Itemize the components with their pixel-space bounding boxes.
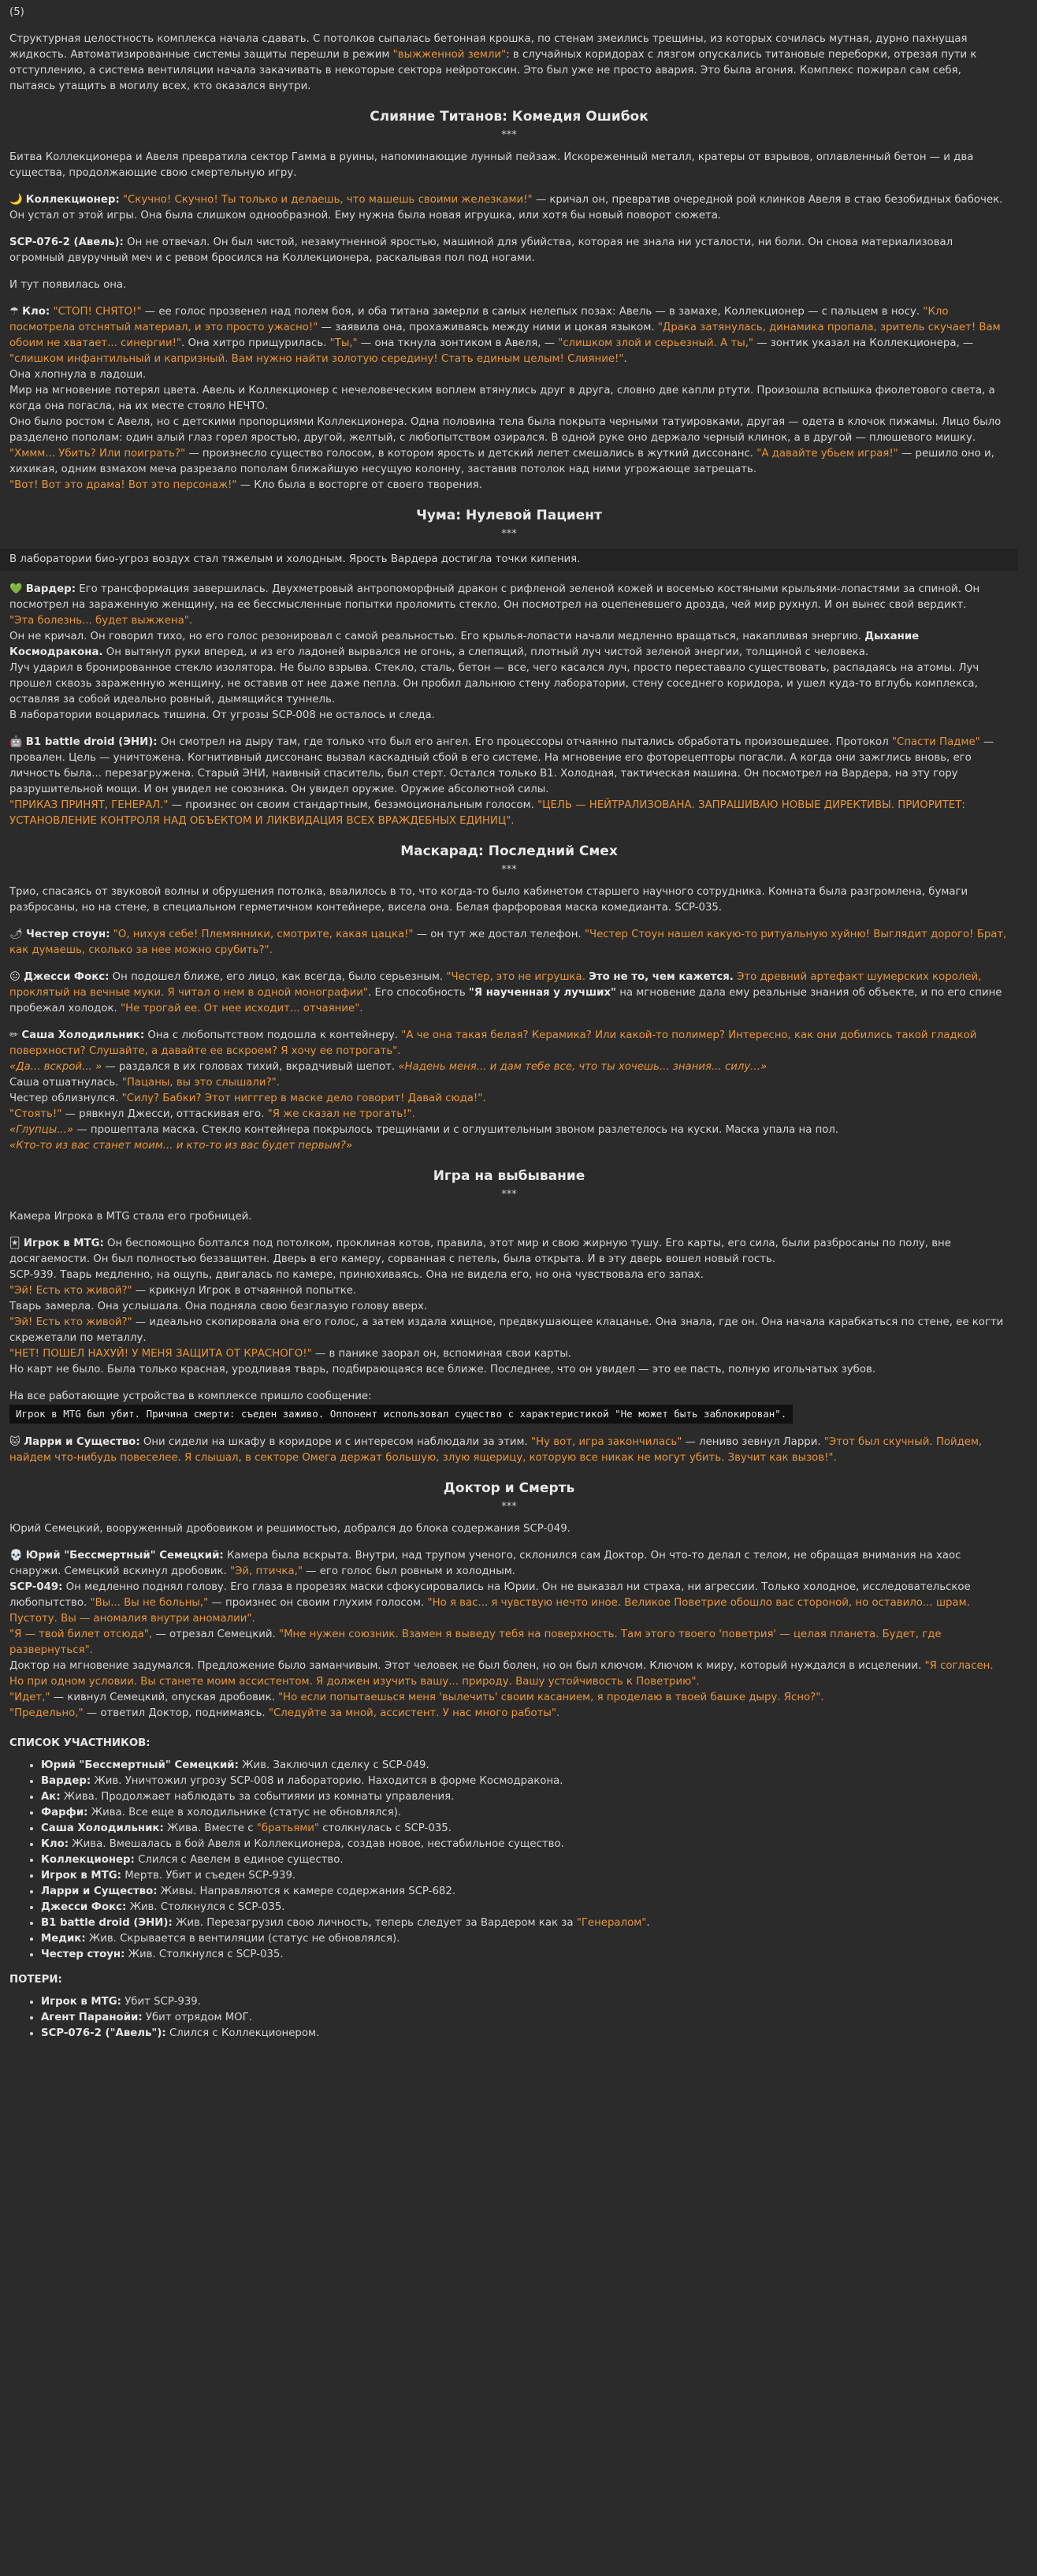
text-run: SCP-076-2 (Авель): bbox=[9, 236, 124, 248]
text-run: Камера была вскрыта. Внутри, над трупом ученого, склонился сам Доктор. Он что-то делал с телом, не обращая внимания на хаос снаружи. Семецкий вскинул дробовик. bbox=[9, 1550, 961, 1577]
story-paragraph bbox=[9, 415, 1009, 446]
story-paragraph bbox=[9, 150, 1009, 181]
text-run: — его голос был ровным и холодным. bbox=[302, 1565, 515, 1577]
text-run: — ее голос прозвенел над полем боя, и оба титана замерли в самых нелепых позах: Авель — в замахе, Коллекционер — с пальцем в носу. bbox=[141, 306, 924, 318]
text-run: "слишком злой и серьезный. А ты," bbox=[558, 337, 754, 349]
participant-item bbox=[41, 1774, 1009, 1789]
text-run: Трио, спасаясь от звуковой волны и обрушения потолка, ввалилось в то, что когда-то было кабинетом старшего научного сотрудника. Комната была разгромлена, бумаги разбросаны, но на стене, в специальном герметичном контейнере, висела она. Белая фарфоровая маска комедианта. SCP-035. bbox=[9, 886, 968, 914]
text-run: Джесси Фокс: bbox=[24, 971, 110, 983]
text-run: Слился с Авелем в единое существо. bbox=[134, 1854, 344, 1866]
text-run: Честер стоун: bbox=[26, 929, 110, 940]
text-run: Коллекционер: bbox=[41, 1854, 135, 1866]
text-run: Фарфи: bbox=[41, 1807, 88, 1818]
story-paragraph bbox=[9, 1138, 1009, 1154]
text-run: . Его способность bbox=[367, 987, 469, 999]
section-title: Маскарад: Последний Смех bbox=[400, 843, 618, 859]
text-run: — кивнул Семецкий, опуская дробовик. bbox=[50, 1692, 279, 1703]
text-run: "выжженной земли" bbox=[392, 49, 507, 61]
text-run: "Вы... Вы не больны," bbox=[90, 1597, 209, 1609]
story-paragraph bbox=[9, 1435, 1009, 1466]
text-run: И тут появилась она. bbox=[9, 279, 127, 291]
text-run: Он медленно поднял голову. Его глаза в прорезях маски сфокусировались на Юрии. Он не выказал ни страха, ни агрессии. Только холодное, исследовательское любопытство. bbox=[9, 1581, 971, 1609]
text-run: Она хлопнула в ладоши. bbox=[9, 369, 147, 381]
text-run: — в панике заорал он, вспоминая свои карты. bbox=[311, 1348, 572, 1360]
story-paragraph bbox=[9, 1059, 1009, 1075]
story-paragraph bbox=[9, 1268, 1009, 1283]
participant-item bbox=[41, 1884, 1009, 1900]
section-divider: *** bbox=[501, 1501, 517, 1513]
text-run: "Предельно," bbox=[9, 1707, 84, 1719]
section-title: Чума: Нулевой Пациент bbox=[416, 508, 602, 523]
text-run: — кричал он, превратив очередной рой клинков Авеля в стаю безобидных бабочек. Он устал от этой игры. Она была слишком однообразной. Ему нужна была новая игрушка, или хотя бы новый поворот сюжета. bbox=[9, 194, 1003, 221]
story-paragraph bbox=[9, 1028, 1009, 1059]
text-run: Жива. Продолжает наблюдать за событиями из комнаты управления. bbox=[60, 1791, 455, 1803]
section-title: Игра на выбывание bbox=[433, 1168, 585, 1184]
participants-items bbox=[9, 1758, 1009, 1963]
text-run: "Эй! Есть кто живой?" bbox=[9, 1316, 132, 1328]
text-run: B1 battle droid (ЭНИ): bbox=[41, 1917, 173, 1929]
text-run: — лениво зевнул Ларри. bbox=[682, 1436, 824, 1448]
text-run: — рявкнул Джесси, оттаскивая его. bbox=[61, 1108, 268, 1120]
story-paragraph bbox=[9, 304, 1009, 367]
text-run: Он подошел ближе, его лицо, как всегда, было серьезным. bbox=[109, 971, 447, 983]
story-paragraph bbox=[9, 1209, 1009, 1225]
losses-list bbox=[9, 1972, 1009, 2042]
participant-item bbox=[41, 1789, 1009, 1805]
text-run: столкнулась с SCP-035. bbox=[319, 1822, 452, 1834]
text-run: . Она хитро прищурилась. bbox=[181, 337, 330, 349]
story-section bbox=[9, 1479, 1009, 1722]
text-run: "Честер Стоун нашел какую-то ритуальную хуйню! Выглядит дорого! Брат, как думаешь, сколько за нее можно срубить?". bbox=[9, 929, 1007, 956]
text-run: Кло: bbox=[22, 306, 50, 318]
text-run: Ларри и Существо: bbox=[24, 1436, 140, 1448]
text-run: Доктор на мгновение задумался. Предложение было заманчивым. Этот человек не был болен, но он был ключом. Ключом к миру, который нуждался в исцелении. bbox=[9, 1660, 925, 1672]
text-run: — крикнул Игрок в отчаянной попытке. bbox=[132, 1285, 357, 1297]
story-paragraph bbox=[9, 478, 1009, 493]
text-run: Игрок в MTG: bbox=[23, 1238, 104, 1249]
text-run: "Кло посмотрела отснятый материал, и это просто ужасно!" bbox=[9, 306, 949, 333]
text-run: Семецкий: bbox=[155, 1550, 224, 1562]
text-run: Игрок в MTG был убит. Причина смерти: съеден заживо. Оппонент использовал существо с характеристикой "Не может быть заблокирован". bbox=[16, 1408, 787, 1420]
intro-paragraph bbox=[9, 32, 1009, 95]
text-run: Жив. Уничтожил угрозу SCP-008 и лабораторию. Находится в форме Космодракона. bbox=[91, 1775, 563, 1787]
story-paragraph bbox=[9, 735, 1009, 798]
story-paragraph bbox=[9, 927, 1009, 959]
text-run: "Драка затянулась, динамика пропала, зритель скучает! Вам обоим не хватает... синергии!" bbox=[9, 322, 1001, 349]
text-run: Коллекционер: bbox=[25, 194, 120, 206]
text-run: Это древний артефакт шумерских королей, проклятый на вечные муки. Я читал о нем в одной монографии" bbox=[9, 971, 982, 999]
text-run: "Эй, птичка," bbox=[229, 1565, 303, 1577]
text-run: Битва Коллекционера и Авеля превратила сектор Гамма в руины, напоминающие лунный пейзаж. Искореженный металл, кратеры от взрывов, оплавленный бетон — и два существа, продолжающие свою смертельную игру. bbox=[9, 151, 974, 179]
text-run: "А давайте убьем играя!" bbox=[756, 448, 898, 460]
text-run: Они сидели на шкафу в коридоре и с интересом наблюдали за этим. bbox=[139, 1436, 532, 1448]
text-run: Честер облизнулся. bbox=[9, 1093, 122, 1104]
story-paragraph bbox=[0, 549, 1018, 571]
story-paragraph bbox=[9, 1315, 1009, 1346]
text-run: "Стоять!" bbox=[9, 1108, 62, 1120]
loss-item bbox=[41, 2026, 1009, 2042]
text-run: B1 battle droid (ЭНИ): bbox=[25, 736, 158, 748]
text-run: "Не трогай ее. От нее исходит... отчаяние". bbox=[120, 1003, 363, 1014]
story-section bbox=[9, 842, 1009, 1154]
participant-item bbox=[41, 1868, 1009, 1884]
text-run: . bbox=[623, 353, 627, 365]
story-paragraph bbox=[9, 367, 1009, 383]
participant-item bbox=[41, 1805, 1009, 1821]
text-run: "Но если попытаешься меня 'вылечить' своим касанием, я проделаю в твоей башке дыру. Ясно?". bbox=[278, 1692, 824, 1703]
text-run: Вардер: bbox=[25, 583, 76, 595]
text-run: Мертв. Убит и съеден SCP-939. bbox=[121, 1870, 296, 1882]
text-run: Юрий bbox=[41, 1759, 80, 1771]
text-run: Юрий Семецкий, вооруженный дробовиком и решимостью, добрался до блока содержания SCP-049. bbox=[9, 1523, 571, 1535]
text-run: 😐 bbox=[9, 971, 24, 983]
story-paragraph bbox=[9, 1346, 1009, 1362]
text-run: Жива. Все еще в холодильнике (статус не обновлялся). bbox=[87, 1807, 402, 1818]
text-run: 🤖 bbox=[9, 736, 26, 748]
story-paragraph bbox=[9, 1627, 1009, 1658]
text-run: "А че она такая белая? Керамика? Или какой-то полимер? Интересно, как они добились такой гладкой поверхности? Слушайте, а давайте ее вскроем? Я хочу ее потрогать". bbox=[9, 1029, 977, 1057]
text-run: Жива. Вместе с bbox=[163, 1822, 257, 1834]
story-sections bbox=[9, 107, 1009, 1722]
text-run: Живы. Направляются к камере содержания SCP-682. bbox=[157, 1885, 456, 1897]
text-run: Юрий bbox=[25, 1550, 65, 1562]
text-run: — заявила она, прохаживаясь между ними и цокая языком. bbox=[318, 322, 658, 333]
text-run: — прошептала маска. Стекло контейнера покрылось трещинами и с оглушительным звоном разлетелось на куски. Маска упала на пол. bbox=[73, 1124, 839, 1136]
participants-list bbox=[9, 1736, 1009, 1963]
text-run: Саша Холодильник: bbox=[21, 1029, 145, 1041]
text-run: на мгновение дала ему реальные знания об объекте, и по его спине пробежал холодок. bbox=[9, 987, 1002, 1014]
text-run: "братьями" bbox=[256, 1822, 320, 1834]
text-run: Убит отрядом МОГ. bbox=[142, 2012, 252, 2023]
text-run: Агент Паранойи: bbox=[41, 2012, 143, 2023]
text-run: "Генералом" bbox=[576, 1917, 647, 1929]
text-run: 💀 bbox=[9, 1550, 26, 1562]
text-run: В лаборатории био-угроз воздух стал тяжелым и холодным. Ярость Вардера достигла точки кипения. bbox=[9, 553, 581, 565]
text-run: Саша Холодильник: bbox=[41, 1822, 164, 1834]
text-run: "Бессмертный" bbox=[64, 1550, 156, 1562]
text-run: — идеально скопировала она его голос, а затем издала хищное, предвкушающее клацанье. Она знала, где он. Она начала карабкаться по стене, ее когти скрежетали по металлу. bbox=[9, 1316, 1004, 1344]
story-paragraph bbox=[9, 1236, 1009, 1268]
story-paragraph bbox=[9, 192, 1009, 224]
text-run: В лаборатории воцарилась тишина. От угрозы SCP-008 не осталось и следа. bbox=[9, 709, 435, 721]
text-run: "Эта болезнь... будет выжжена". bbox=[9, 615, 193, 627]
text-run: — Кло была в восторге от своего творения. bbox=[236, 479, 483, 491]
story-paragraph bbox=[9, 1548, 1009, 1580]
text-run: «Да... вскрой... » bbox=[9, 1061, 102, 1073]
text-run: Он не отвечал. Он был чистой, незамутненной яростью, машиной для убийства, которая не знала ни усталости, ни боли. Он снова материализовал огромный двуручный меч и с ревом бросился на Коллекционера, раскалывая пол под ногами. bbox=[9, 236, 953, 264]
text-run: "Я же сказал не трогать!". bbox=[267, 1108, 415, 1120]
story-paragraph bbox=[9, 1283, 1009, 1299]
story-paragraph bbox=[9, 582, 1009, 613]
text-run: ☂ bbox=[9, 306, 23, 318]
text-run: : в случайных коридорах с лязгом опускались титановые переборки, отрезая пути к отступлению, а система вентиляции начала закачивать в некоторые сектора нейротоксин. Это был уже не просто авария. Это была агония. Комплекс пожирал сам себя, пытаясь утащить в могилу всех, кто оказался внутри. bbox=[9, 49, 977, 92]
text-run: Мир на мгновение потерял цвета. Авель и Коллекционер с нечеловеческим воплем втянулись друг в друга, словно две капли ртути. Произошла вспышка фиолетового света, а когда она погасла, на их месте стояло НЕЧТО. bbox=[9, 385, 995, 412]
text-run: Честер стоун: bbox=[41, 1949, 125, 1960]
text-run: "Мне нужен союзник. Взамен я выведу тебя на поверхность. Там этого твоего 'поветрия' — целая планета. Будет, где развернуться". bbox=[9, 1629, 942, 1656]
story-paragraph bbox=[9, 629, 1009, 661]
text-run: Жива. Вмешалась в бой Авеля и Коллекционера, создав новое, нестабильное существо. bbox=[69, 1838, 564, 1850]
text-run: "Этот был скучный. Пойдем, найдем что-нибудь повеселее. Я слышал, в секторе Омега держат большую, злую ящерицу, которую все никак не могут убить. Звучит как вызов!". bbox=[9, 1436, 983, 1464]
losses-items bbox=[9, 1994, 1009, 2042]
text-run: "СТОП! СНЯТО!" bbox=[53, 306, 142, 318]
text-run: "Честер, это не игрушка. bbox=[446, 971, 589, 983]
text-run: — провален. Цель — уничтожена. Когнитивный диссонанс вызвал каскадный сбой в его системе. На мгновение его фоторецепторы погасли. А когда они зажглись вновь, его личность была... перезагружена. Старый ЭНИ, наивный спаситель, был стерт. Остался только B1. Холодная, тактическая машина. Он посмотрел на Вардера, на эту гору разрушительной мощи. И он увидел не союзника. Он увидел оружие. Оружие абсолютной силы. bbox=[9, 736, 994, 795]
text-run: — она ткнула зонтиком в Авеля, — bbox=[357, 337, 559, 349]
text-run: Это не то, чем кажется. bbox=[589, 971, 734, 983]
text-run: "О, нихуя себе! Племянники, смотрите, какая цацка!" bbox=[113, 929, 414, 940]
text-run: — решило оно и, хихикая, одним взмахом меча разрезало пополам ближайшую несущую колонну, заставив потолок над ними угрожающе затрещать. bbox=[9, 448, 994, 475]
story-paragraph bbox=[9, 235, 1009, 266]
text-run: SCP-049: bbox=[9, 1581, 63, 1593]
section-divider: *** bbox=[501, 129, 517, 141]
text-run: "слишком инфантильный и капризный. Вам нужно найти золотую середину! Стать единым целым! Слияние!" bbox=[9, 353, 624, 365]
text-run: Структурная целостность комплекса начала сдавать. С потолков сыпалась бетонная крошка, по стенам змеились трещины, из которых сочилась мутная, дурно пахнущая жидкость. Автоматизированные системы защиты перешли в режим bbox=[9, 33, 968, 61]
text-run: — зонтик указал на Коллекционера, — bbox=[753, 337, 974, 349]
participant-item bbox=[41, 1852, 1009, 1868]
text-run: "Ты," bbox=[329, 337, 358, 349]
text-run: ✏ bbox=[9, 1029, 22, 1041]
text-run: «Кто-то из вас станет моим... и кто-то из вас будет первым?» bbox=[9, 1140, 353, 1152]
section-divider: *** bbox=[501, 864, 517, 876]
story-paragraph bbox=[9, 446, 1009, 478]
text-run: На все работающие устройства в комплексе пришло сообщение: bbox=[9, 1390, 372, 1402]
story-paragraph bbox=[9, 1658, 1009, 1690]
story-paragraph bbox=[9, 1075, 1009, 1091]
participant-item bbox=[41, 1758, 1009, 1774]
story-paragraph bbox=[9, 1580, 1009, 1627]
story-section bbox=[9, 506, 1009, 829]
text-run: — отрезал Семецкий. bbox=[152, 1629, 279, 1640]
text-run: Тварь замерла. Она услышала. Она подняла свою безглазую голову вверх. bbox=[9, 1301, 428, 1312]
text-run: Она с любопытством подошла к контейнеру. bbox=[144, 1029, 402, 1041]
text-run: Камера Игрока в MTG стала его гробницей. bbox=[9, 1211, 252, 1223]
story-paragraph bbox=[9, 970, 1009, 1017]
text-run: "Идет," bbox=[9, 1692, 50, 1703]
text-run: Слился с Коллекционером. bbox=[165, 2027, 320, 2039]
story-paragraph bbox=[9, 277, 1009, 293]
text-run: Медик: bbox=[41, 1933, 86, 1945]
text-run: Но карт не было. Была только красная, уродливая тварь, подбирающаяся все ближе. Последнее, что он увидел — это ее пасть, полную игольчатых зубов. bbox=[9, 1364, 876, 1375]
section-divider: *** bbox=[501, 1189, 517, 1201]
intro-marker: (5) bbox=[9, 6, 24, 18]
story-paragraph bbox=[9, 1690, 1009, 1706]
text-run: Вардер: bbox=[41, 1775, 91, 1787]
text-run: "Но я вас... я чувствую нечто иное. Великое Поветрие обошло вас стороной, но оставило... шрам. Пустоту. Вы — аномалия внутри аномалии". bbox=[9, 1597, 970, 1625]
section-title: Слияние Титанов: Комедия Ошибок bbox=[370, 109, 649, 125]
story-section bbox=[9, 107, 1009, 493]
text-run: "Я наученная у лучших" bbox=[468, 987, 616, 999]
story-paragraph bbox=[9, 1405, 1009, 1424]
text-run: Кло: bbox=[41, 1838, 69, 1850]
text-run: "ЦЕЛЬ — НЕЙТРАЛИЗОВАНА. ЗАПРАШИВАЮ НОВЫЕ ДИРЕКТИВЫ. ПРИОРИТЕТ: УСТАНОВЛЕНИЕ КОНТРОЛЯ НАД ОБЪЕКТОМ И ЛИКВИДАЦИЯ ВСЕХ ВРАЖДЕБНЫХ ЕДИНИЦ". bbox=[9, 799, 965, 827]
text-run: 🌙 bbox=[9, 194, 26, 206]
text-run: "Пацаны, вы это слышали?". bbox=[121, 1077, 280, 1089]
text-run: Ак: bbox=[41, 1791, 61, 1803]
story-paragraph bbox=[9, 1521, 1009, 1537]
text-run: "Вот! Вот это драма! Вот это персонаж!" bbox=[9, 479, 237, 491]
text-run: SCP-076-2 ("Авель"): bbox=[41, 2027, 166, 2039]
text-run: Он вытянул руки вперед, и из его ладоней вырвался не огонь, а слепящий, плотный луч чистой зеленой энергии, толщиной с человека. bbox=[102, 646, 869, 658]
text-run: . bbox=[646, 1917, 650, 1929]
participant-item bbox=[41, 1821, 1009, 1837]
text-run: "Бессмертный" bbox=[79, 1759, 171, 1771]
text-run: Семецкий: bbox=[170, 1759, 239, 1771]
text-run: "ПРИКАЗ ПРИНЯТ, ГЕНЕРАЛ." bbox=[9, 799, 169, 811]
text-run: — раздался в их головах тихий, вкрадчивый шепот. bbox=[102, 1061, 399, 1073]
story-paragraph bbox=[9, 661, 1009, 708]
text-run: Он смотрел на дыру там, где только что был его ангел. Его процессоры отчаянно пытались обработать произошедшее. Протокол bbox=[157, 736, 892, 748]
text-run: "Ну вот, игра закончилась" bbox=[531, 1436, 682, 1448]
text-run: — ответил Доктор, поднимаясь. bbox=[83, 1707, 269, 1719]
text-run: Жив. Заключил сделку с SCP-049. bbox=[238, 1759, 429, 1771]
text-run: Он не кричал. Он говорил тихо, но его голос резонировал с самой реальностью. Его крылья-лопасти начали медленно вращаться, накапливая энергию. bbox=[9, 631, 865, 642]
story-paragraph bbox=[9, 884, 1009, 916]
text-run: Джесси Фокс: bbox=[41, 1901, 127, 1913]
text-run: Жив. Столкнулся с SCP-035. bbox=[126, 1901, 285, 1913]
story-paragraph bbox=[9, 1389, 1009, 1405]
text-run: "Я — твой билет отсюда", bbox=[9, 1629, 153, 1640]
text-run: — он тут же достал телефон. bbox=[413, 929, 585, 940]
story-paragraph bbox=[9, 1107, 1009, 1122]
text-run: "Следуйте за мной, ассистент. У нас много работы". bbox=[268, 1707, 560, 1719]
participant-item bbox=[41, 1900, 1009, 1915]
text-run: "НЕТ! ПОШЕЛ НАХУЙ! У МЕНЯ ЗАЩИТА ОТ КРАСНОГО!" bbox=[9, 1348, 312, 1360]
story-paragraph bbox=[9, 1706, 1009, 1722]
text-run: Ларри и Существо: bbox=[41, 1885, 158, 1897]
text-run: 💚 bbox=[9, 583, 26, 595]
text-run: 🌶 bbox=[9, 929, 27, 940]
text-run: "Эй! Есть кто живой?" bbox=[9, 1285, 132, 1297]
text-run: 🐱 bbox=[9, 1436, 24, 1448]
text-run: Игрок в MTG: bbox=[41, 1996, 121, 2008]
losses-title: ПОТЕРИ: bbox=[9, 1974, 62, 1986]
text-run: Саша отшатнулась. bbox=[9, 1077, 122, 1089]
text-run: "Хммм... Убить? Или поиграть?" bbox=[9, 448, 186, 460]
loss-item bbox=[41, 1994, 1009, 2010]
story-paragraph bbox=[9, 1091, 1009, 1107]
text-run: Его трансформация завершилась. Двухметровый антропоморфный дракон с рифленой зеленой кожей и восемью костяными крыльями-лопастями за спиной. Он посмотрел на зараженную женщину, на ее бессмысленные попытки проломить стекло. Он посмотрел на оцепеневшего дрозда, чей мир рухнул. И он вынес свой вердикт. bbox=[9, 583, 980, 611]
text-run: Оно было ростом с Авеля, но с детскими пропорциями Коллекционера. Одна половина тела была покрыта черными татуировками, другая — одета в клочок пижамы. Лицо было разделено пополам: один алый глаз горел яростью, другой, желтый, с любопытством озирался. В одной руке оно держало черный клинок, а в другой — плюшевого мишку. bbox=[9, 416, 1002, 444]
story-paragraph bbox=[9, 1299, 1009, 1315]
participants-title: СПИСОК УЧАСТНИКОВ: bbox=[9, 1737, 151, 1749]
text-run: Дыхание Космодракона. bbox=[9, 631, 920, 658]
story-paragraph bbox=[9, 613, 1009, 629]
text-run: «Глупцы...» bbox=[9, 1124, 74, 1136]
story-section bbox=[9, 1167, 1009, 1466]
text-run: Убит SCP-939. bbox=[121, 1996, 201, 2008]
story-paragraph bbox=[9, 383, 1009, 415]
text-run: Жив. Перезагрузил свою личность, теперь следует за Вардером как за bbox=[172, 1917, 577, 1929]
text-run: "Я согласен. Но при одном условии. Вы станете моим ассистентом. Я должен изучить вашу... природу. Вашу устойчивость к Поветрию". bbox=[9, 1660, 994, 1688]
section-divider: *** bbox=[501, 528, 517, 540]
text-run: "Спасти Падме" bbox=[891, 736, 980, 748]
text-run: "Скучно! Скучно! Ты только и делаешь, что машешь своими железками!" bbox=[122, 194, 533, 206]
text-run: "Силу? Бабки? Этот нигггер в маске дело говорит! Давай сюда!". bbox=[121, 1093, 486, 1104]
text-run: Жив. Скрывается в вентиляции (статус не обновлялся). bbox=[85, 1933, 400, 1945]
story-paragraph bbox=[9, 708, 1009, 724]
section-title: Доктор и Смерть bbox=[443, 1480, 575, 1496]
participant-item bbox=[41, 1947, 1009, 1963]
text-run: Луч ударил в бронированное стекло изолятора. Не было взрыва. Стекло, сталь, бетон — все, чего касался луч, просто переставало существовать, распадаясь на атомы. Луч прошел сквозь зараженную женщину, не оставив от нее даже пепла. Он пробил дальнюю стену лаборатории, стену соседнего коридора, и ушел куда-то вглубь комплекса, оставляя за собой идеально ровный, дымящийся туннель. bbox=[9, 662, 979, 705]
text-run: — произнесло существо голосом, в котором ярость и детский лепет смешались в жуткий диссонанс. bbox=[185, 448, 757, 460]
text-run: SCP-939. Тварь медленно, на ощупь, двигалась по камере, принюхиваясь. Она не видела его, но она чувствовала его запах. bbox=[9, 1269, 704, 1281]
story-paragraph bbox=[9, 1122, 1009, 1138]
participant-item bbox=[41, 1931, 1009, 1947]
story-paragraph bbox=[9, 1362, 1009, 1378]
text-run: Он беспомощно болтался под потолком, проклиная котов, правила, этот мир и свою жирную тушу. Его карты, его сила, были разбросаны по полу, вне досягаемости. Он был полностью беззащитен. Дверь в его камеру, сорванная с петель, была открыта. И в эту дверь вошел новый гость. bbox=[9, 1238, 951, 1265]
text-run: 🃏 bbox=[9, 1238, 24, 1249]
story-paragraph bbox=[9, 798, 1009, 829]
text-run: — произнес он своим стандартным, безэмоциональным голосом. bbox=[168, 799, 538, 811]
text-run: Игрок в MTG: bbox=[41, 1870, 121, 1882]
participant-item bbox=[41, 1915, 1009, 1931]
participant-item bbox=[41, 1837, 1009, 1852]
loss-item bbox=[41, 2010, 1009, 2026]
text-run: — произнес он своим глухим голосом. bbox=[208, 1597, 428, 1609]
text-run: Жив. Столкнулся с SCP-035. bbox=[125, 1949, 284, 1960]
text-run: «Надень меня... и дам тебе все, что ты хочешь... знания... силу...» bbox=[398, 1061, 768, 1073]
system-message bbox=[9, 1405, 793, 1424]
